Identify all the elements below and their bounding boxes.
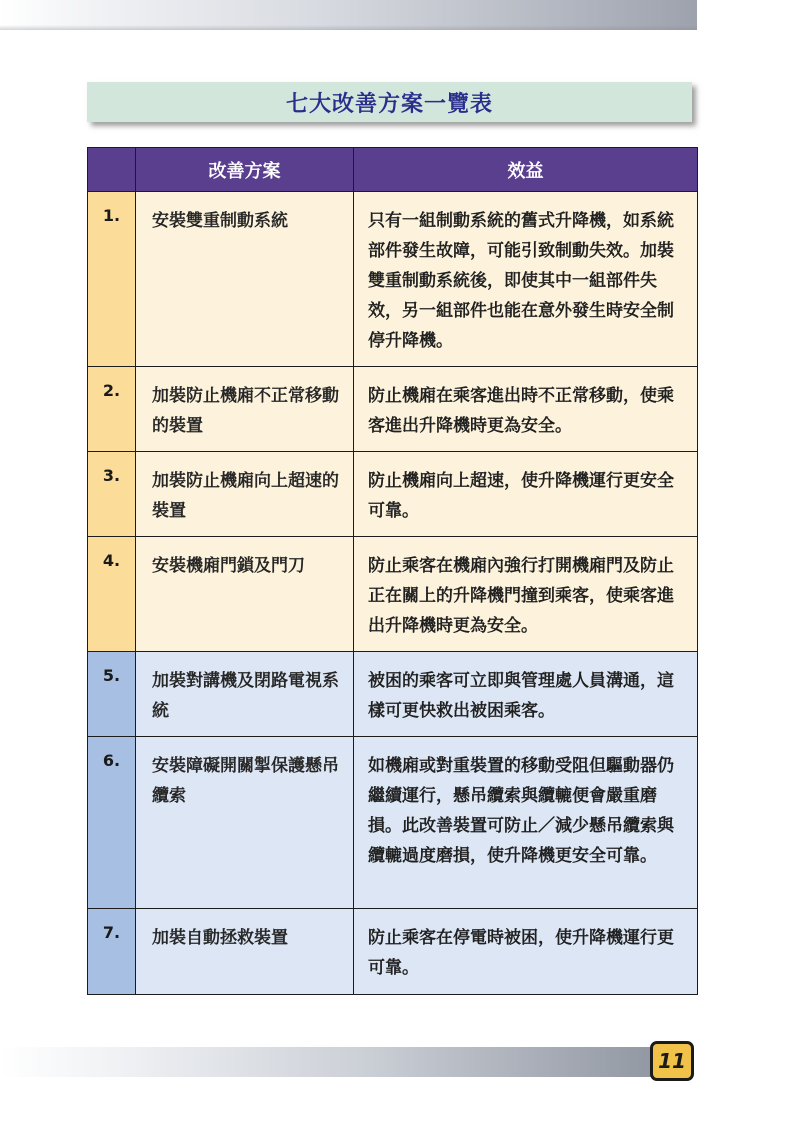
row-number: 7.	[88, 909, 136, 995]
table-row	[88, 737, 698, 909]
header-number	[88, 148, 136, 192]
row-benefit: 防止機廂向上超速，使升降機運行更安全可靠。	[354, 452, 698, 537]
row-number: 6.	[88, 737, 136, 909]
row-plan: 加裝防止機廂不正常移動的裝置	[136, 367, 354, 452]
top-decorative-bar	[0, 0, 697, 30]
header-plan: 改善方案	[136, 148, 354, 192]
title-banner	[87, 82, 692, 122]
table-row	[88, 192, 698, 367]
table-header-row	[88, 148, 698, 192]
row-plan: 加裝對講機及閉路電視系統	[136, 652, 354, 737]
bottom-decorative-bar	[0, 1047, 655, 1077]
row-plan: 安裝障礙開關掣保護懸吊纜索	[136, 737, 354, 909]
row-benefit: 只有一組制動系統的舊式升降機，如系統部件發生故障，可能引致制動失效。加裝雙重制動系統後，即使其中一組部件失效，另一組部件也能在意外發生時安全制停升降機。	[354, 192, 698, 367]
row-benefit: 防止乘客在停電時被困，使升降機運行更可靠。	[354, 909, 698, 995]
row-plan: 加裝自動拯救裝置	[136, 909, 354, 995]
table-row	[88, 452, 698, 537]
row-number: 3.	[88, 452, 136, 537]
table-row	[88, 909, 698, 995]
row-number: 2.	[88, 367, 136, 452]
row-benefit: 如機廂或對重裝置的移動受阻但驅動器仍繼續運行，懸吊纜索與纜轆便會嚴重磨損。此改善裝置可防止／減少懸吊纜索與纜轆過度磨損，使升降機更安全可靠。	[354, 737, 698, 909]
row-number: 5.	[88, 652, 136, 737]
table-row	[88, 537, 698, 652]
row-benefit: 防止機廂在乘客進出時不正常移動，使乘客進出升降機時更為安全。	[354, 367, 698, 452]
page-number-badge: 11	[650, 1041, 694, 1081]
header-benefit: 效益	[354, 148, 698, 192]
row-benefit: 防止乘客在機廂內強行打開機廂門及防止正在關上的升降機門撞到乘客，使乘客進出升降機時更為安全。	[354, 537, 698, 652]
row-benefit: 被困的乘客可立即與管理處人員溝通，這樣可更快救出被困乘客。	[354, 652, 698, 737]
row-number: 4.	[88, 537, 136, 652]
row-plan: 加裝防止機廂向上超速的裝置	[136, 452, 354, 537]
row-plan: 安裝機廂門鎖及門刀	[136, 537, 354, 652]
page-title: 七大改善方案一覽表	[285, 91, 493, 117]
improvement-table	[87, 147, 698, 995]
row-plan: 安裝雙重制動系統	[136, 192, 354, 367]
table-row	[88, 367, 698, 452]
table-row	[88, 652, 698, 737]
row-number: 1.	[88, 192, 136, 367]
